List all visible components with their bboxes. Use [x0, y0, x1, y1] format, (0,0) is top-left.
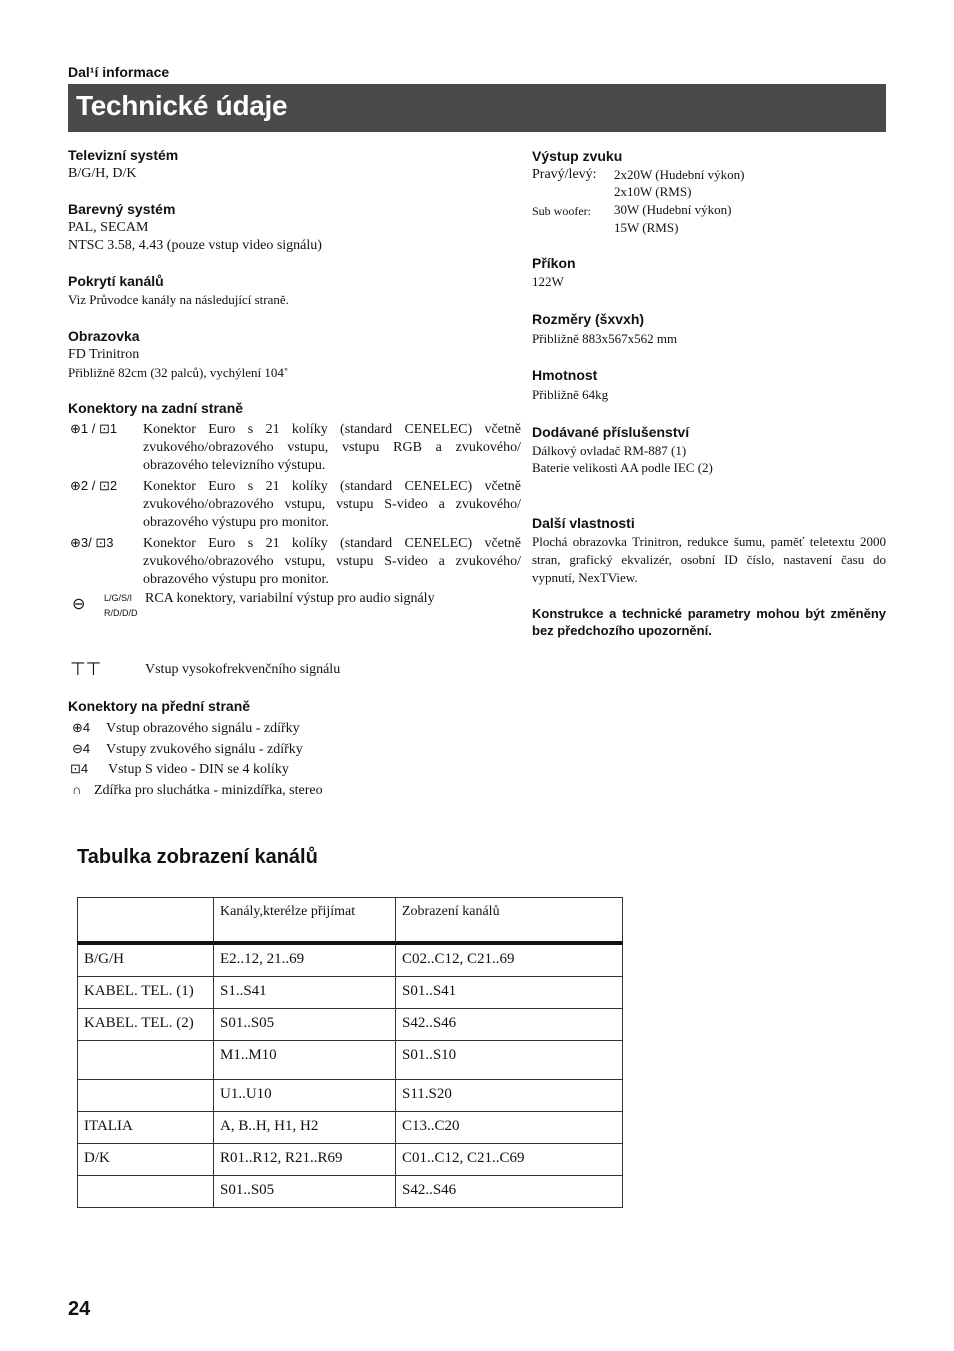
page-number: 24: [68, 1298, 91, 1320]
headphones-icon: ∩: [72, 782, 82, 797]
channel-table-title: Tabulka zobrazení kanálů: [77, 846, 318, 868]
audio-out-icon: ⊖: [72, 596, 86, 613]
rear-connectors-heading: Konektory na zadní straně: [68, 400, 244, 416]
svideo-icon: ⊡4: [70, 761, 89, 776]
audio-row2-line2: 15W (RMS): [614, 220, 679, 235]
audio-output-heading: Výstup zvuku: [532, 148, 623, 164]
dimensions-value: Přibližně 883x567x562 mm: [532, 331, 678, 346]
color-system-line2: NTSC 3.58, 4.43 (pouze vstup video signálu): [68, 238, 322, 253]
rf-text: Vstup vysokofrekvenčního signálu: [145, 662, 341, 677]
power-heading: Příkon: [532, 255, 576, 271]
table-row: [78, 977, 623, 1009]
front-headphones-text: Zdířka pro sluchátka - minizdířka, stereo: [94, 783, 323, 798]
rear-connector-1-text: Konektor Euro s 21 kolíky (standard CENELEC) včetně zvukového/obrazového vstupu, vstupu RGB a zvukového/ obrazového televizního výstupu.: [143, 422, 521, 473]
front-audio-text: Vstupy zvukového signálu - zdířky: [106, 742, 303, 757]
audio-in-icon: ⊖4: [72, 741, 91, 756]
table-row: [78, 1176, 623, 1208]
front-connector-headphones: [68, 781, 323, 800]
table-cell: M1..M10: [214, 1041, 396, 1080]
channel-coverage-heading: Pokrytí kanálů: [68, 273, 164, 289]
page-title: Technické údaje: [76, 90, 288, 121]
title-bar: [68, 84, 886, 132]
table-cell: C01..C12, C21..C69: [396, 1144, 623, 1176]
table-cell: S01..S10: [396, 1041, 623, 1080]
antenna-icon: ⊤⊤: [70, 659, 102, 679]
audio-row1-line2: 2x10W (RMS): [614, 184, 692, 199]
channel-table: [77, 897, 623, 1208]
table-cell: ITALIA: [78, 1112, 214, 1144]
rca-label-top: L/G/S/I: [104, 593, 133, 603]
table-cell: D/K: [78, 1144, 214, 1176]
table-cell: S42..S46: [396, 1176, 623, 1208]
audio-row1-line1: 2x20W (Hudební výkon): [614, 167, 745, 182]
screen-line2: Přibližně 82cm (32 palců), vychýlení 104˚: [68, 365, 289, 380]
table-row: [78, 1144, 623, 1176]
front-svideo-text: Vstup S video - DIN se 4 kolíky: [108, 762, 289, 777]
front-connectors-heading: Konektory na přední straně: [68, 698, 251, 714]
weight-heading: Hmotnost: [532, 367, 598, 383]
audio-row1-label: Pravý/levý:: [532, 167, 597, 182]
table-cell: [78, 1176, 214, 1208]
table-cell: [78, 1080, 214, 1112]
dimensions-heading: Rozměry (šxvxh): [532, 311, 645, 327]
table-cell: S42..S46: [396, 1009, 623, 1041]
features-text: Plochá obrazovka Trinitron, redukce šumu, paměť teletextu 2000 stran, grafický ekvalizér, osobní ID číslo, nastavení času do vypnutí, NexTView.: [532, 534, 886, 585]
table-row: [78, 1112, 623, 1144]
table-cell: S11.S20: [396, 1080, 623, 1112]
features-heading: Další vlastnosti: [532, 515, 635, 531]
color-system-line1: PAL, SECAM: [68, 220, 149, 235]
scart-1-icon: ⊕1 / ⊡1: [70, 421, 118, 436]
table-cell: S01..S41: [396, 977, 623, 1009]
front-connector-svideo: [68, 760, 289, 779]
table-row: [78, 943, 623, 977]
table-header-row: [78, 898, 623, 944]
table-cell: B/G/H: [78, 943, 214, 977]
table-cell: S01..S05: [214, 1176, 396, 1208]
rear-connector-3-text: Konektor Euro s 21 kolíky (standard CENELEC) včetně zvukového/obrazového vstupu, vstupu S-video a zvukového/ obrazového výstupu pro monitor.: [143, 536, 521, 587]
table-header-cell: Zobrazení kanálů: [396, 898, 623, 944]
table-cell: U1..U10: [214, 1080, 396, 1112]
table-cell: C02..C12, C21..69: [396, 943, 623, 977]
screen-heading: Obrazovka: [68, 328, 140, 344]
front-connector-video: [68, 719, 300, 738]
front-connector-audio: [68, 740, 303, 759]
table-cell: S1..S41: [214, 977, 396, 1009]
table-cell: C13..C20: [396, 1112, 623, 1144]
tv-system-value: B/G/H, D/K: [68, 166, 137, 181]
front-video-text: Vstup obrazového signálu - zdířky: [106, 721, 300, 736]
section-label: Dal¹í informace: [68, 64, 170, 80]
accessories-line2: Baterie velikosti AA podle IEC (2): [532, 460, 713, 475]
table-cell: [78, 1041, 214, 1080]
audio-row2-label: Sub woofer:: [532, 204, 591, 218]
table-row: [78, 1041, 623, 1080]
table-header-cell: Kanály,kterélze přijímat: [214, 898, 396, 944]
table-cell: A, B..H, H1, H2: [214, 1112, 396, 1144]
rca-text: RCA konektory, variabilní výstup pro audio signály: [145, 591, 435, 606]
table-cell: E2..12, 21..69: [214, 943, 396, 977]
power-value: 122W: [532, 274, 564, 289]
screen-line1: FD Trinitron: [68, 347, 140, 362]
channel-coverage-value: Viz Průvodce kanály na následující straně.: [68, 292, 289, 307]
scart-3-icon: ⊕3/ ⊡3: [70, 535, 114, 550]
notice-text: Konstrukce a technické parametry mohou být změněny bez předchozího upozornění.: [532, 606, 886, 638]
table-cell: R01..R12, R21..R69: [214, 1144, 396, 1176]
rear-connector-2-text: Konektor Euro s 21 kolíky (standard CENELEC) včetně zvukového/obrazového vstupu, vstupu S-video a zvukového/ obrazového výstupu pro monitor.: [143, 479, 521, 530]
table-row: [78, 1080, 623, 1112]
color-system-heading: Barevný systém: [68, 201, 176, 217]
table-cell: KABEL. TEL. (1): [78, 977, 214, 1009]
audio-row2-line1: 30W (Hudební výkon): [614, 202, 732, 217]
accessories-heading: Dodávané příslušenství: [532, 424, 690, 440]
table-cell: S01..S05: [214, 1009, 396, 1041]
accessories-line1: Dálkový ovladač RM-887 (1): [532, 443, 687, 458]
video-in-icon: ⊕4: [72, 720, 91, 735]
table-header-cell: [78, 898, 214, 944]
tv-system-heading: Televizní systém: [68, 147, 179, 163]
weight-value: Přibližně 64kg: [532, 387, 609, 402]
scart-2-icon: ⊕2 / ⊡2: [70, 478, 118, 493]
table-cell: KABEL. TEL. (2): [78, 1009, 214, 1041]
table-row: [78, 1009, 623, 1041]
rca-label-bottom: R/D/D/D: [104, 608, 138, 618]
